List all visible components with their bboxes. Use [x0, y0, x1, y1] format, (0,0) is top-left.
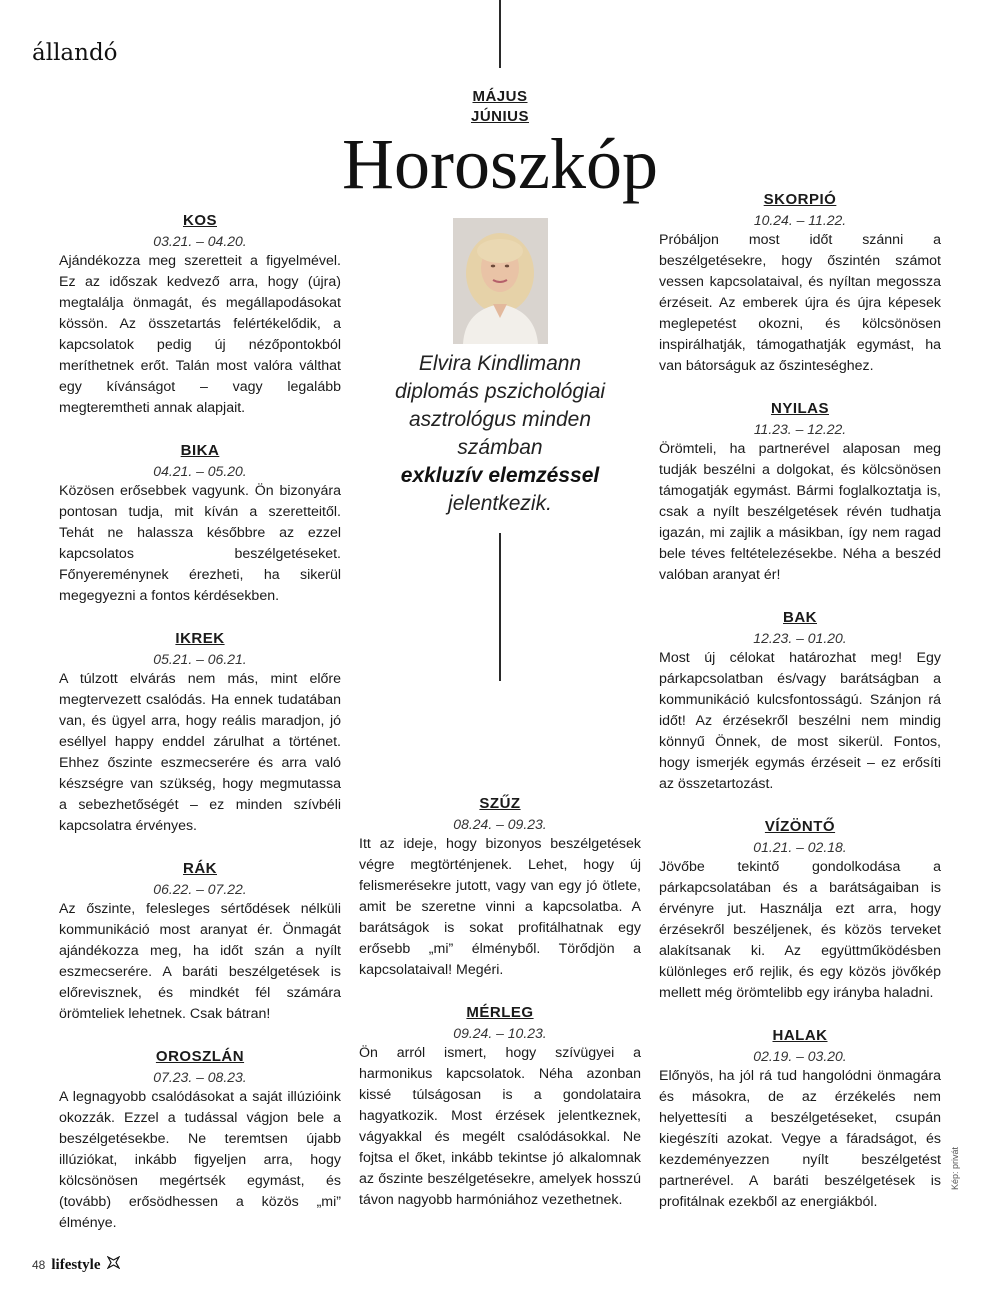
author-portrait [453, 218, 548, 344]
sign-halak [659, 1026, 941, 1213]
sign-dates: 02.19. – 03.20. [753, 1048, 847, 1064]
sign-dates: 10.24. – 11.22. [753, 212, 847, 228]
sign-text: Itt az ideje, hogy bizonyos beszélgetések végre megtörténjenek. Lehet, hogy új felismerésekre jutott, vagy van egy jó ötlete, amit be szeretne vinni a kapcsolatba. A barátságok is sokat profitálhatnak egy erősebb „mi” élményből. Törődjön a kapcsolataival! Megéri. [359, 836, 641, 978]
sign-dates: 12.23. – 01.20. [753, 630, 847, 646]
sign-text: Most új célokat határozhat meg! Egy párkapcsolatban és/vagy barátságban a kommunikáció kulcsfontosságú. Szánjon rá időt! Az érzésekről beszélni nem mindig könnyű Önnek, de most sikerül. Fontos, hogy ismerjék egymás érzéseit – ez erősíti az összetartozást. [659, 650, 941, 792]
center-divider-line [499, 533, 501, 681]
sign-szuz [359, 794, 641, 981]
middle-column [359, 794, 641, 1233]
page-footer [32, 1256, 120, 1274]
sign-text: A legnagyobb csalódásokat a saját illúzióink okozzák. Ezzel a tudással vágjon bele a beszélgetésekbe. Ne teremtsen újabb illúziókat, inkább figyeljen arra, hogy kölcsönösen megértsék egymást, és (tovább) erősödhessen a közös „mi” élménye. [59, 1089, 341, 1231]
page-title: Horoszkóp [342, 124, 658, 204]
intro-line: diplomás pszichológiai [394, 380, 606, 403]
sign-name: OROSZLÁN [155, 1048, 245, 1065]
sign-name: BIKA [180, 442, 220, 459]
sign-nyilas [659, 399, 941, 586]
sign-text: Közösen erősebbek vagyunk. Ön bizonyára pontosan tudja, mit kíván a szeretteitől. Tehát ne halassza későbbre az ezzel kapcsolatos beszélgetéseket. Főnyereménynek érezheti, ha sikerül megegyezni a fontos kérdésekben. [59, 483, 341, 604]
sign-dates: 05.21. – 06.21. [153, 651, 247, 667]
sign-dates: 01.21. – 02.18. [753, 839, 847, 855]
sign-kos [59, 211, 341, 419]
sign-dates: 11.23. – 12.22. [753, 421, 847, 437]
sign-text: Örömteli, ha partnerével alaposan meg tudják beszélni a dolgokat, és kölcsönösen támogatják egymást. Bármi foglalkoztatja is, csak a nyílt beszélgetések révén tudhatja igazán, mi zajlik a másikban, így nem ragad bele téves feltételezésekbe. Néha a beszéd valóban aranyat ér! [659, 441, 941, 583]
sign-text: Az őszinte, felesleges sértődések nélküli kommunikáció most aranyat ér. Önmagát ajándékozza meg, ha időt szán a nyílt eszmecserére. A baráti beszélgetések is előrevisznek, és mindkét fél számára örömteliek lehetnek. Csak bátran! [59, 901, 341, 1022]
sign-vizonto [659, 817, 941, 1004]
intro-highlight: exkluzív elemzéssel [400, 464, 600, 487]
sign-name: RÁK [183, 860, 217, 877]
sign-text: A túlzott elvárás nem más, mint előre megtervezett csalódás. Ha ennek tudatában van, és ügyel arra, hogy reális maradjon, jó eséllyel happy enddel zárulhat a történet. Ehhez őszinte eszmecserére és arra való készségre van szükség, hogy megmutassa a sebezhetőségét – ez minden szívbéli kapcsolatra érvényes. [59, 671, 341, 834]
sign-name: SKORPIÓ [763, 191, 837, 208]
magazine-brand: lifestyle [51, 1256, 101, 1273]
month-2: JÚNIUS [470, 108, 529, 125]
sign-name: SZŰZ [479, 795, 521, 812]
sign-name: NYILAS [770, 400, 829, 417]
section-label: állandó [32, 40, 118, 66]
sign-dates: 07.23. – 08.23. [153, 1069, 247, 1085]
intro-line: számban [457, 436, 543, 459]
sign-bika [59, 441, 341, 607]
issue-months [400, 87, 600, 127]
sign-rak [59, 859, 341, 1025]
sign-name: KOS [182, 212, 217, 229]
sign-dates: 08.24. – 09.23. [453, 816, 547, 832]
sign-skorpio [659, 190, 941, 377]
right-column [659, 190, 941, 1235]
sign-name: VÍZÖNTŐ [764, 818, 836, 835]
intro-line: jelentkezik. [448, 492, 552, 515]
sign-name: MÉRLEG [466, 1004, 534, 1021]
intro-line: Elvira Kindlimann [418, 352, 582, 375]
sign-bak [659, 608, 941, 795]
author-intro [360, 350, 640, 518]
sign-text: Előnyös, ha jól rá tud hangolódni önmagára és másokra, de az érzékelés nem helyettesíti a beszélgetéseket, csupán kiegészíti azokat. Vegye a fáradságot, és kezdeményezzen nyílt beszélgetést partnerével. A baráti beszélgetések is profitálnak ezekből az energiákból. [659, 1068, 941, 1210]
sign-name: HALAK [772, 1027, 828, 1044]
sign-oroszlan [59, 1047, 341, 1234]
page-number: 48 [32, 1258, 46, 1272]
brand-logo-icon [107, 1256, 120, 1274]
photo-credit: Kép: privát [950, 1146, 960, 1190]
sign-ikrek [59, 629, 341, 837]
month-1: MÁJUS [472, 88, 528, 105]
sign-name: IKREK [175, 630, 225, 647]
sign-merleg [359, 1003, 641, 1211]
sign-dates: 09.24. – 10.23. [453, 1025, 547, 1041]
intro-line: asztrológus minden [408, 408, 592, 431]
author-portrait-image [453, 218, 548, 344]
sign-text: Jövőbe tekintő gondolkodása a párkapcsolatában és a barátságaiban is érvényre jut. Használja ezt arra, hogy érzésekről beszéljenek, és közös terveket alakítsanak ki. Az együttműködésben különleges erő rejlik, és egy közös jövőkép mellett még örömtelibb egy irányba haladni. [659, 859, 941, 1001]
sign-dates: 04.21. – 05.20. [153, 463, 247, 479]
sign-dates: 03.21. – 04.20. [153, 233, 247, 249]
sign-name: BAK [783, 609, 817, 626]
sign-text: Ajándékozza meg szeretteit a figyelmével. Ez az időszak kedvező arra, hogy (újra) megtalálja önmagát, és megállapodásokat kössön. Az összetartás felértékelődik, a kapcsolatok pedig új nézőpontokból meríthetnek erőt. Talán most valóra válthat egy kívánságot – vagy legalább megteremtheti annak alapjait. [59, 253, 341, 416]
top-divider-line [499, 0, 501, 68]
left-column [59, 211, 341, 1256]
sign-text: Próbáljon most időt szánni a beszélgetésekre, hogy őszintén számot vessen kapcsolataival, és nyíltan megossza érzéseit. Az emberek újra és újra képesek meglepetést okozni, és kölcsönösen inspirálhatják, támogathatják egymást, ha van bátorságuk az őszinteséghez. [659, 232, 941, 374]
sign-dates: 06.22. – 07.22. [153, 881, 247, 897]
sign-text: Ön arról ismert, hogy szívügyei a harmonikus kapcsolatok. Néha azonban kissé túlságosan is a gondolataira hagyatkozik. Most érzések jelentkeznek, vágyakkal és megélt csalódásokkal. Ne fojtsa el őket, inkább tekintse jó alkalomnak az őszinte beszélgetésekre, amelyek hosszú távon nagyobb harmóniához vezethetnek. [359, 1045, 641, 1208]
